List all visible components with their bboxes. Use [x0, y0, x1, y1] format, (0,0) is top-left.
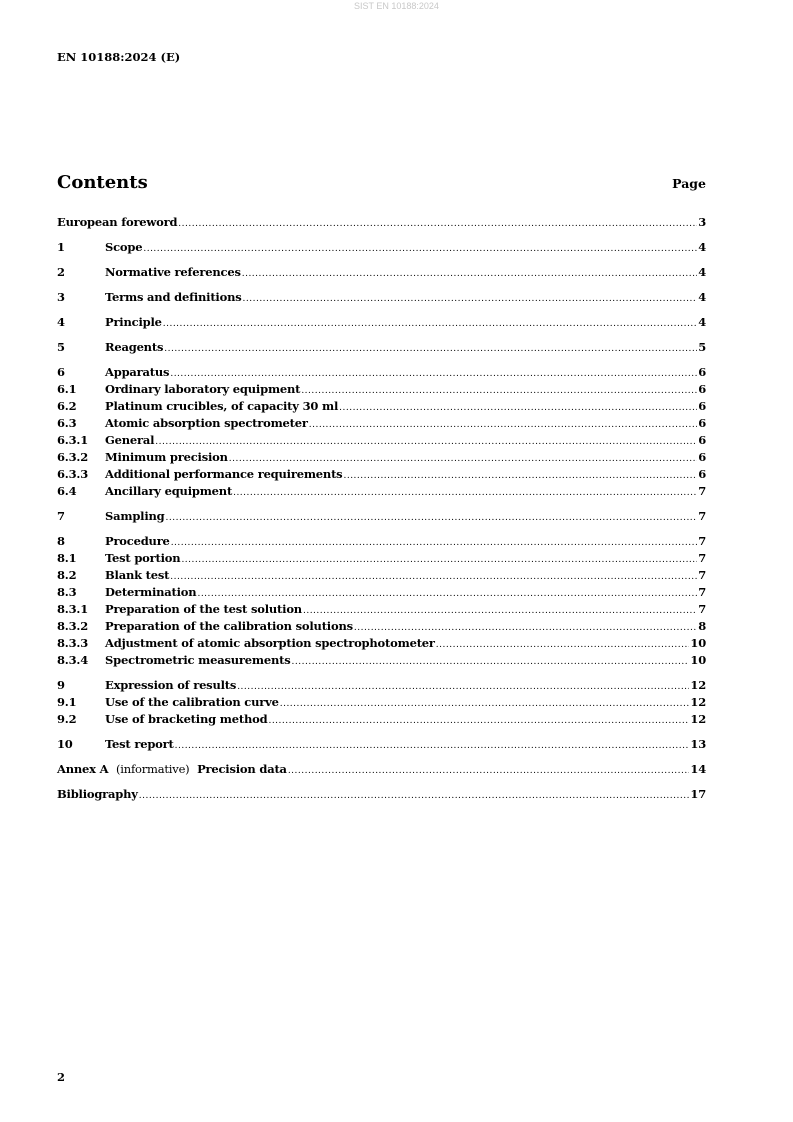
toc-entry-number: 10	[57, 737, 73, 751]
toc-entry-page: 5	[698, 340, 706, 354]
toc-entry-number: 9	[57, 678, 65, 692]
toc-leader-dots	[139, 791, 690, 801]
toc-entry[interactable]	[57, 585, 706, 602]
toc-entry-page: 7	[698, 509, 706, 523]
toc-entry-page: 4	[698, 290, 706, 304]
toc-entry-title: Expression of results	[105, 678, 237, 692]
annex-label: Annex A	[57, 762, 109, 776]
toc-entry-number: 6.3.3	[57, 467, 89, 481]
toc-entry-page: 6	[698, 433, 706, 447]
toc-entry[interactable]	[57, 509, 706, 526]
toc-entry-title: Test portion	[105, 551, 181, 565]
contents-title: Contents	[57, 172, 148, 193]
toc-entry-page: 4	[698, 315, 706, 329]
toc-entry-title: Preparation of the test solution	[105, 602, 302, 616]
toc-entry-page: 7	[698, 551, 706, 565]
toc-entry-page: 6	[698, 382, 706, 396]
toc-entry-number: 8.3.1	[57, 602, 89, 616]
toc-leader-dots	[233, 488, 697, 498]
watermark: SIST EN 10188:2024	[354, 1, 439, 11]
toc-entry[interactable]	[57, 450, 706, 467]
toc-entry[interactable]	[57, 787, 706, 804]
toc-entry[interactable]	[57, 568, 706, 585]
toc-entry-page: 13	[690, 737, 706, 751]
toc-entry[interactable]	[57, 365, 706, 382]
toc-entry[interactable]	[57, 484, 706, 501]
toc-entry-number: 6.2	[57, 399, 77, 413]
toc-leader-dots	[303, 606, 697, 616]
toc-entry-title: Procedure	[105, 534, 170, 548]
toc-entry[interactable]	[57, 762, 706, 779]
toc-entry-title: Spectrometric measurements	[105, 653, 291, 667]
toc-entry-number: 8.3.4	[57, 653, 89, 667]
toc-entry-page: 6	[698, 416, 706, 430]
annex-note: (informative)	[115, 762, 190, 776]
toc-entry[interactable]	[57, 534, 706, 551]
toc-entry-page: 7	[698, 568, 706, 582]
toc-leader-dots	[242, 269, 697, 279]
toc-entry-title: Determination	[105, 585, 197, 599]
toc-entry-page: 10	[690, 636, 706, 650]
toc-entry-title: Minimum precision	[105, 450, 228, 464]
toc-leader-dots	[339, 403, 697, 413]
toc-entry-page: 6	[698, 399, 706, 413]
toc-entry-page: 6	[698, 467, 706, 481]
toc-leader-dots	[155, 437, 697, 447]
toc-leader-dots	[243, 294, 698, 304]
toc-leader-dots	[175, 741, 690, 751]
toc-leader-dots	[280, 699, 690, 709]
toc-entry[interactable]	[57, 737, 706, 754]
toc-entry-title: Additional performance requirements	[105, 467, 343, 481]
toc-entry-number: 8.2	[57, 568, 77, 582]
toc-entry-title: Reagents	[105, 340, 164, 354]
toc-entry-title	[57, 762, 287, 776]
toc-entry-title: Use of the calibration curve	[105, 695, 279, 709]
toc-entry[interactable]	[57, 653, 706, 670]
contents-heading	[57, 172, 706, 193]
toc-leader-dots	[237, 682, 689, 692]
toc-leader-dots	[164, 344, 697, 354]
toc-entry-number: 6.4	[57, 484, 77, 498]
toc-leader-dots	[301, 386, 697, 396]
toc-entry-number: 1	[57, 240, 65, 254]
toc-leader-dots	[143, 244, 697, 254]
toc-entry[interactable]	[57, 678, 706, 695]
toc-leader-dots	[171, 538, 698, 548]
toc-entry[interactable]	[57, 315, 706, 332]
toc-entry-page: 10	[690, 653, 706, 667]
page-number: 2	[57, 1070, 66, 1084]
toc-entry-number: 2	[57, 265, 65, 279]
toc-leader-dots	[170, 369, 697, 379]
toc-entry[interactable]	[57, 467, 706, 484]
toc-entry[interactable]	[57, 265, 706, 282]
toc-entry-page: 12	[690, 678, 706, 692]
toc-entry-number: 8.1	[57, 551, 77, 565]
toc-entry-number: 7	[57, 509, 65, 523]
toc-entry-number: 9.1	[57, 695, 77, 709]
annex-title: Precision data	[197, 762, 287, 776]
toc-entry-title: Test report	[105, 737, 174, 751]
toc-leader-dots	[178, 219, 697, 229]
toc-entry-page: 4	[698, 240, 706, 254]
toc-entry-title: Platinum crucibles, of capacity 30 ml	[105, 399, 339, 413]
toc-entry[interactable]	[57, 551, 706, 568]
toc-entry-number: 9.2	[57, 712, 77, 726]
toc-entry[interactable]	[57, 382, 706, 399]
document-id: EN 10188:2024 (E)	[57, 50, 181, 64]
toc-leader-dots	[229, 454, 697, 464]
toc-leader-dots	[309, 420, 697, 430]
toc-entry[interactable]	[57, 636, 706, 653]
toc-entry-number: 6.3	[57, 416, 77, 430]
toc-entry-number: 4	[57, 315, 65, 329]
toc-leader-dots	[197, 589, 697, 599]
toc-entry-number: 3	[57, 290, 65, 304]
toc-entry[interactable]	[57, 695, 706, 712]
toc-entry-page: 8	[698, 619, 706, 633]
toc-entry-title: European foreword	[57, 215, 178, 229]
toc-entry[interactable]	[57, 399, 706, 416]
toc-leader-dots	[436, 640, 690, 650]
toc-entry-title: Apparatus	[105, 365, 170, 379]
toc-entry-title: Terms and definitions	[105, 290, 242, 304]
toc-leader-dots	[181, 555, 697, 565]
toc-leader-dots	[163, 319, 697, 329]
toc-leader-dots	[354, 623, 697, 633]
toc-entry-title: Ordinary laboratory equipment	[105, 382, 301, 396]
page-column-label: Page	[672, 176, 706, 191]
toc-leader-dots	[268, 716, 689, 726]
toc-entry-page: 12	[690, 695, 706, 709]
toc-entry-number: 8	[57, 534, 65, 548]
toc-entry-page: 6	[698, 450, 706, 464]
toc-entry-title: Atomic absorption spectrometer	[105, 416, 308, 430]
toc-entry-title: Scope	[105, 240, 143, 254]
toc-entry[interactable]	[57, 215, 706, 232]
toc-entry-title: Adjustment of atomic absorption spectrophotometer	[105, 636, 435, 650]
toc-entry-number: 8.3.2	[57, 619, 89, 633]
toc-entry-page: 12	[690, 712, 706, 726]
toc-entry[interactable]	[57, 433, 706, 450]
toc-entry-page: 7	[698, 534, 706, 548]
toc-entry-title: Sampling	[105, 509, 165, 523]
toc-entry[interactable]	[57, 416, 706, 433]
toc-entry[interactable]	[57, 712, 706, 729]
toc-entry-number: 6.3.2	[57, 450, 89, 464]
toc-entry-title: Use of bracketing method	[105, 712, 268, 726]
toc-leader-dots	[166, 513, 698, 523]
toc-entry-number: 5	[57, 340, 65, 354]
toc-entry-number: 6.3.1	[57, 433, 89, 447]
toc-entry-title: General	[105, 433, 155, 447]
toc-entry-number: 6.1	[57, 382, 77, 396]
toc-entry-page: 7	[698, 484, 706, 498]
toc-entry-page: 3	[698, 215, 706, 229]
toc-entry-page: 17	[690, 787, 706, 801]
toc-entry[interactable]	[57, 290, 706, 307]
toc-entry-page: 6	[698, 365, 706, 379]
toc-entry-number: 6	[57, 365, 65, 379]
toc-entry-number: 8.3	[57, 585, 77, 599]
table-of-contents	[57, 215, 706, 804]
toc-leader-dots	[170, 572, 697, 582]
toc-entry-page: 14	[690, 762, 706, 776]
toc-entry-page: 4	[698, 265, 706, 279]
toc-entry-number: 8.3.3	[57, 636, 89, 650]
toc-entry-title: Blank test	[105, 568, 170, 582]
toc-entry[interactable]	[57, 602, 706, 619]
toc-entry[interactable]	[57, 240, 706, 257]
toc-entry[interactable]	[57, 619, 706, 636]
toc-entry-page: 7	[698, 585, 706, 599]
toc-leader-dots	[288, 766, 690, 776]
toc-entry[interactable]	[57, 340, 706, 357]
toc-entry-title: Principle	[105, 315, 162, 329]
toc-leader-dots	[343, 471, 697, 481]
toc-leader-dots	[292, 657, 690, 667]
toc-entry-page: 7	[698, 602, 706, 616]
toc-entry-title: Ancillary equipment	[105, 484, 233, 498]
toc-entry-title: Bibliography	[57, 787, 138, 801]
toc-entry-title: Normative references	[105, 265, 241, 279]
toc-entry-title: Preparation of the calibration solutions	[105, 619, 353, 633]
